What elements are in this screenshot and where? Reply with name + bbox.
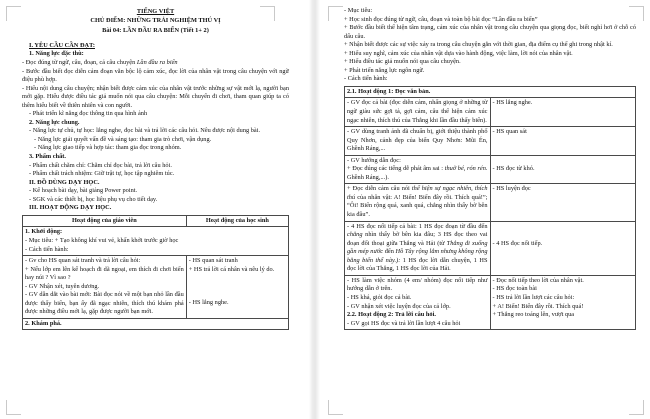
requirement-item: - Bước đầu biết đọc diễn cảm đoạn văn bộc lộ cảm xúc, đọc lời của nhân vật trong câu chuyện với ngữ điệu phù hợp. — [22, 67, 289, 84]
quality-item: - Phẩm chất chăm chỉ: Chăm chỉ đọc bài, trả lời câu hỏi. — [29, 161, 172, 169]
section-heading-requirements: I. YÊU CẦU CẦN ĐẠT: — [29, 41, 95, 49]
passage-ref: Hồ Tây rộng lắm nhưng không rộng bằng biển thế này.): — [347, 248, 488, 264]
activity-1-goal: - Mục tiêu: + Tạo không khí vui vẻ, khấn khởi trước giờ học — [25, 236, 179, 244]
teacher-line: + Đọc diễn cảm câu nói thể hiện sự ngạc nhiên, thích thú của nhân vật: A! Biển! Biển đây rồi. Thích quá!”; “Ôi! Biển rộng quá, xanh quá, chẳng nhìn thấy bờ bên kia đâu”. — [347, 185, 488, 219]
student-activity-cell — [186, 256, 288, 319]
teacher-line: - GV đọc cả bài (đọc diễn cảm, nhấn giọng ở những từ ngữ giàu sức gợi tả, gợi cảm, câu thể hiện cảm xúc ngạc nhiên, thích thú của Thắng khi lần đầu thấy biển). — [347, 99, 488, 124]
requirement-item: - Hiểu nội dung câu chuyện; nhận biết được cảm xúc của nhân vật trước những sự vật mới lạ, người bạn mới gặp. Hiểu được điều tác giả muốn nói qua câu chuyện: Mỗi chuyến đi chơi, tham quan giúp ta có thêm hiểu biết về thiên nhiên và con người. — [22, 84, 289, 109]
table-row — [23, 318, 289, 330]
table-header-row — [23, 215, 289, 227]
student-activity-cell — [490, 98, 636, 127]
teacher-line: + Nếu lớp em lên kế hoạch đi dã ngoại, em thích đi chơi biển hay núi ? Vì sao ? — [25, 265, 184, 282]
student-line: - HS lắng nghe. — [188, 299, 229, 307]
student-line: - Đọc nối tiếp theo lời của nhân vật. — [492, 276, 584, 284]
goal-label: - Mục tiêu: — [344, 7, 373, 14]
passage-ref: chẳng — [347, 231, 363, 239]
student-line: + A! Biển! Biển đây rồi. Thích quá! — [492, 302, 584, 310]
teacher-line: - GV gọi HS đọc và trả lời lần lượt 4 câu hỏi — [347, 319, 461, 327]
teacher-activity-cell — [345, 127, 491, 156]
activity-22-title: 2.2. Hoạt động 2: Trả lời câu hỏi. — [347, 311, 436, 319]
student-line: - HS quan sát — [492, 128, 527, 136]
goal-item: + Học sinh đọc đúng từ ngữ, câu, đoạn và toàn bộ bài đọc “Lần đầu ra biển” — [344, 15, 538, 23]
teacher-line: - HS làm việc nhóm (4 em/ nhóm) đọc nối tiếp như hướng dẫn ở trên. — [347, 276, 488, 293]
pronunciation-examples: thuở bé, rón rén. — [444, 165, 488, 173]
student-line: - HS đọc từ khó. — [492, 164, 535, 172]
page-left — [0, 0, 309, 419]
document-title-block — [22, 7, 289, 35]
subheading-quality: 3. Phẩm chất. — [29, 153, 66, 160]
table-row — [23, 256, 289, 319]
margin-corner-bottom-right — [629, 400, 644, 415]
page-left-body — [0, 0, 309, 330]
teacher-line: - GV nhận xét việc luyện đọc của cả lớp. — [347, 302, 451, 310]
student-line: - HS trả lời lần lượt các câu hỏi: — [492, 293, 575, 301]
goal-item: + Hiểu điều tác giả muốn nói qua câu chuyện. — [344, 58, 461, 66]
quality-item: - Phẩm chất trách nhiệm: Giữ trật tự, học tập nghiêm túc. — [29, 170, 175, 178]
teacher-activity-cell — [345, 221, 491, 275]
passage-ref: Thắng đi xuống gần mép nước — [347, 239, 488, 256]
student-line: - HS luyện đọc — [492, 185, 531, 193]
student-activity-cell — [490, 184, 636, 221]
section-heading-equipment: II. ĐỒ DÙNG DẠY HỌC. — [29, 178, 100, 186]
table-row — [345, 275, 636, 329]
teacher-activity-cell — [345, 275, 491, 329]
teacher-line: - 4 HS đọc nối tiếp cả bài: 1 HS đọc đoạn từ đầu đến chẳng nhìn thấy bờ bên kia đâu; 3 HS đọc theo vai đoạn đối thoại giữa Thắng và Hải (từ Thắng đi xuống gần mép nước đến Hồ Tây rộng lắm nhưng không rộng bằng biển thế này.): 1 HS đọc lời dẫn chuyện, 1 HS đọc lời của Thắng, 1 HS đọc lời của Hải. — [347, 222, 488, 273]
student-line: - 4 HS đọc nối tiếp. — [492, 239, 543, 247]
table-row — [345, 98, 636, 127]
teacher-activity-cell — [345, 98, 491, 127]
goal-item: + Hiểu suy nghĩ, cảm xúc của nhân vật dựa vào hành động, việc làm, lời nói của nhân vật. — [344, 49, 573, 57]
student-activity-cell — [490, 127, 636, 156]
page-seam — [309, 0, 320, 419]
teacher-line: - GV hướng dẫn đọc: — [347, 156, 401, 164]
activity-2-title: 2. Khám phá. — [25, 319, 62, 327]
teacher-line: + Đọc đúng các tiếng dễ phát âm sai : thuở bé, rón rén. Ghềnh Ráng,...). — [347, 165, 488, 181]
teacher-activity-cell — [345, 155, 491, 184]
general-item: - Năng lực tự chủ, tự học: lắng nghe, đọc bài và trả lời các câu hỏi. Nêu được nội dung bài. — [29, 127, 261, 135]
spacer — [493, 223, 634, 240]
teacher-line: - GV dùng tranh ảnh đã chuẩn bị, giới thiệu thành phố Quy Nhơn, cảnh đẹp của biển Quy Nhơn: Mũi Én, Ghềnh Ráng,... — [347, 128, 488, 153]
activity-1-title: 1. Khởi động: — [25, 228, 63, 236]
activities-table-right — [344, 86, 636, 330]
column-header-student: Hoạt động của học sinh — [186, 215, 288, 227]
student-line: - HS quan sát tranh — [188, 257, 238, 265]
student-activity-cell — [490, 221, 636, 275]
section-heading-activities: III. HOẠT ĐỘNG DẠY HỌC. — [29, 204, 112, 212]
table-row — [345, 127, 636, 156]
theme-line: CHỦ ĐIỂM: NHỮNG TRẢI NGHIỆM THÚ VỊ — [90, 17, 221, 25]
subheading-specific-competence: 1. Năng lực đặc thù: — [29, 50, 84, 58]
table-row — [345, 155, 636, 184]
table-row — [345, 184, 636, 221]
goal-item: + Bước đầu biết thể hiện tâm trạng, cảm xúc của nhân vật trong câu chuyện qua giọng đọc, biết nghỉ hơi ở chỗ có dấu câu. — [344, 24, 636, 40]
general-item: - Năng lực giao tiếp và hợp tác: tham gia đọc trong nhóm. — [34, 144, 182, 152]
equipment-item: - SGK và các thiết bị, học liệu phụ vụ cho tiết dạy. — [29, 195, 158, 203]
spacer — [189, 274, 286, 299]
goal-item: + Phát triển năng lực ngôn ngữ. — [344, 66, 425, 74]
goal-item: + Nhận biết được các sự việc xảy ra trong câu chuyện gắn với thời gian, địa điểm cụ thể ghi trong nhật kí. — [344, 41, 613, 49]
general-item: - Năng lực giải quyết vấn đề và sáng tạo: tham gia trò chơi, vận dụng. — [34, 135, 212, 143]
table-row — [23, 227, 289, 256]
page-right-body — [320, 0, 650, 330]
activities-table-left — [22, 215, 289, 331]
equipment-item: - Kế hoạch bài dạy, bài giảng Power point. — [29, 187, 138, 195]
teacher-line: - GV dẫn dắt vào bài mới: Bài đọc nói về một bạn nhỏ lần đầu được thấy biển, bạn ấy đã ngạc nhiên, thích thú khám phá được những điều mới lạ, gặp được người bạn mới. — [25, 291, 184, 316]
teacher-line: - GV Nhận xét, tuyên dương. — [25, 282, 100, 290]
method-label: - Cách tiến hành: — [344, 75, 388, 83]
activity-21-title: 2.1. Hoạt động 1: Đọc văn bản. — [347, 87, 431, 95]
lesson-line: Bài 04: LẦN ĐẦU RA BIỂN (Tiết 1+ 2) — [102, 26, 209, 34]
page-right — [320, 0, 650, 419]
story-title-inline: Lần đầu ra biển — [136, 58, 178, 66]
spacer — [493, 157, 634, 165]
student-line: + HS trả lời cá nhân và nêu lý do. — [188, 265, 275, 273]
student-line: + Thắng reo toáng lên, vượt qua — [492, 311, 575, 319]
requirement-item: - Phát triển kĩ năng đọc thông tin qua hình ảnh — [29, 110, 148, 118]
subheading-general-competence: 2. Năng lực chung. — [29, 118, 80, 126]
activity-1-method: - Cách tiến hành: — [25, 245, 69, 253]
table-row — [345, 86, 636, 98]
activity-1-header-cell — [23, 227, 289, 256]
column-header-teacher: Hoạt động của giáo viên — [23, 215, 187, 227]
margin-corner-bottom-left — [328, 400, 343, 415]
activity-21-header-cell — [345, 86, 636, 98]
subject-title: TIẾNG VIỆT — [136, 8, 175, 15]
table-row — [345, 221, 636, 275]
student-activity-cell — [490, 155, 636, 184]
teacher-activity-cell — [345, 184, 491, 221]
teacher-line: - HS khá, giỏi đọc cả bài. — [347, 293, 412, 301]
spacer — [22, 35, 289, 42]
expressive-note: thể hiện sự ngạc nhiên, thích thú — [347, 185, 488, 201]
student-line: - HS lắng nghe. — [492, 99, 533, 107]
student-activity-cell — [490, 275, 636, 329]
activity-2-header-cell — [23, 318, 289, 330]
margin-corner-bottom-left — [6, 400, 21, 415]
requirement-item: - Đọc đúng từ ngữ, câu, đoạn, cả câu chuyện Lần đầu ra biển — [22, 58, 178, 66]
student-line: - HS đọc toàn bài — [492, 285, 537, 293]
teacher-line: - Gv cho HS quan sát tranh và trả lời câu hỏi: — [25, 257, 141, 265]
teacher-activity-cell — [23, 256, 187, 319]
